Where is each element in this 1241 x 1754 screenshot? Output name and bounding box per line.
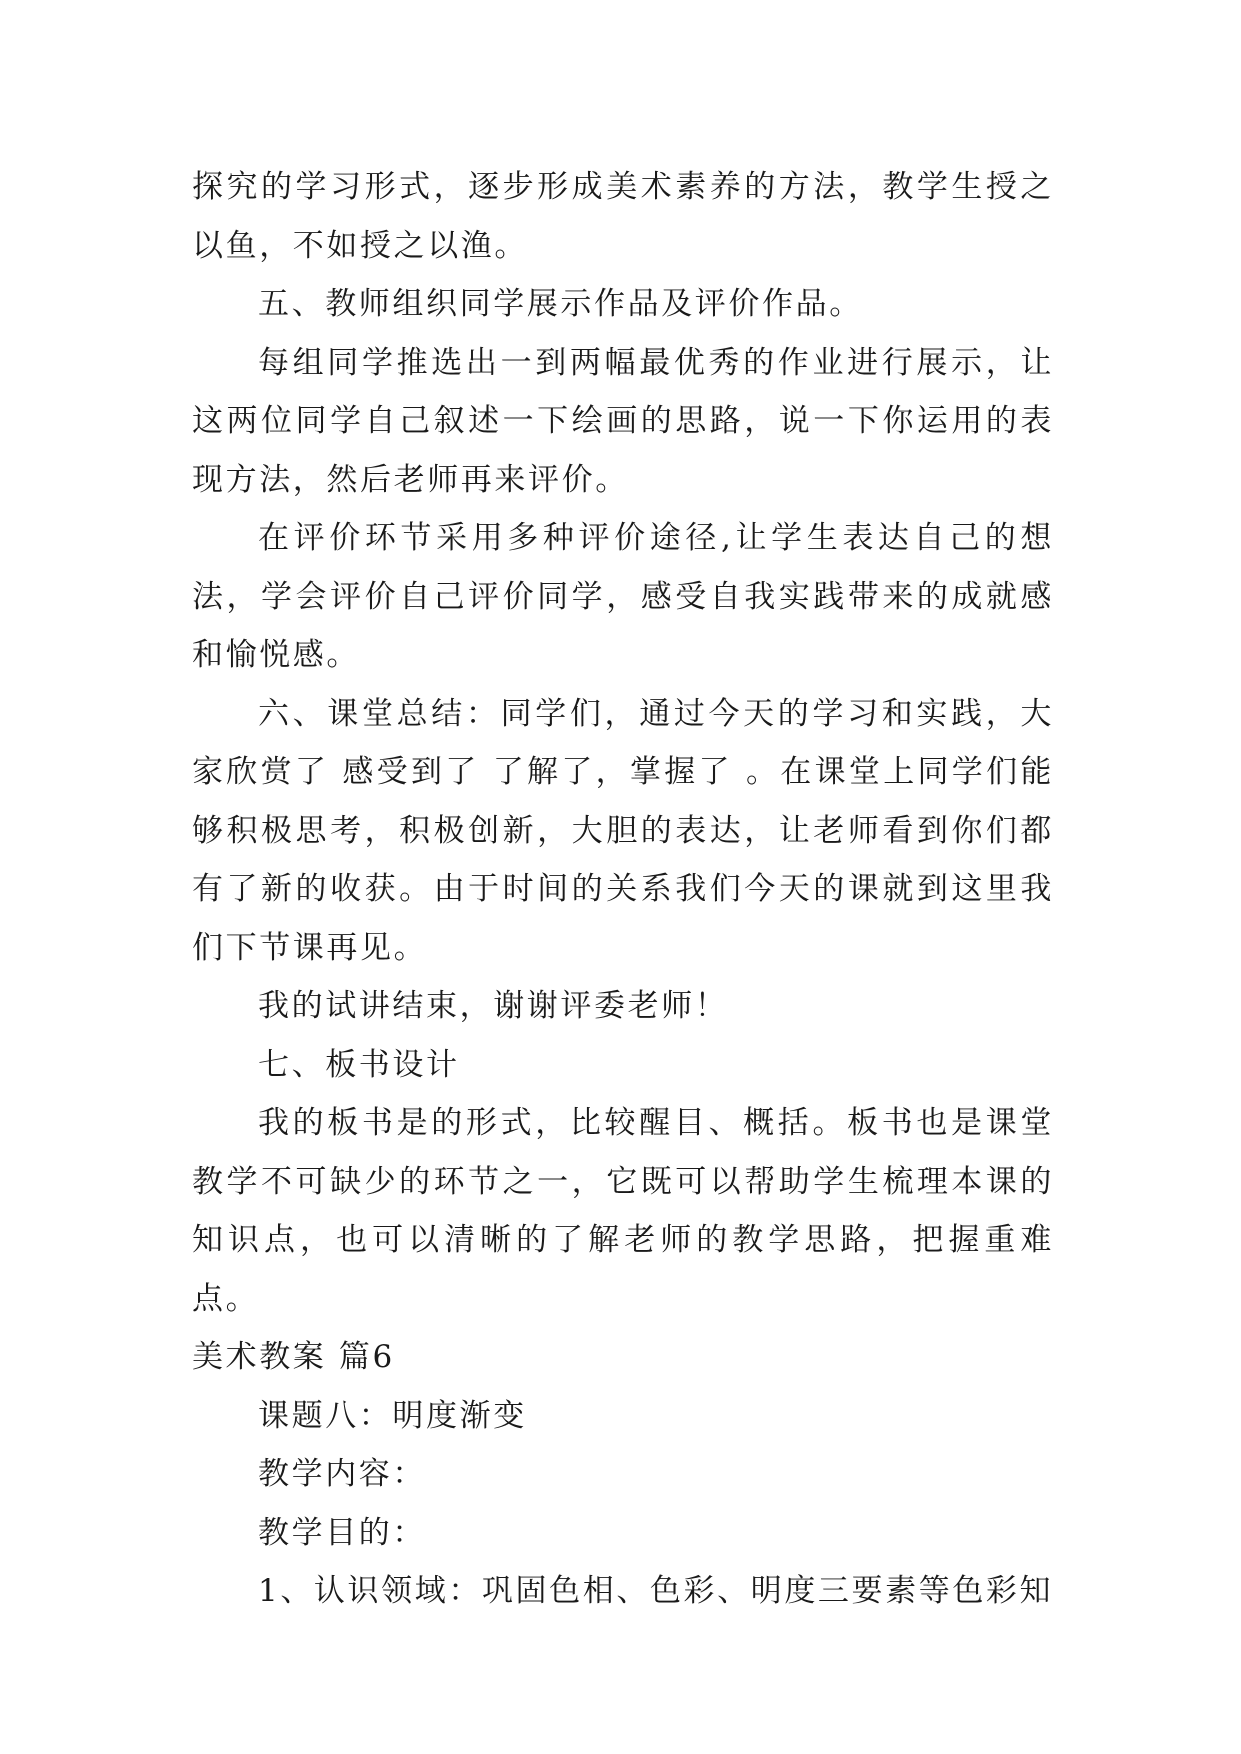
paragraph-board-design: 我的板书是的形式，比较醒目、概括。板书也是课堂教学不可缺少的环节之一，它既可以帮助学生梳理本课的知识点，也可以清晰的了解老师的教学思路，把握重难点。: [192, 1105, 1054, 1317]
paragraph-lesson-title: 课题八：明度渐变: [258, 1397, 527, 1434]
paragraph-teaching-goals: 教学目的：: [258, 1514, 426, 1551]
paragraph-learning-method: 探究的学习形式，逐步形成美术素养的方法，教学生授之以鱼，不如授之以渔。: [192, 169, 1054, 264]
paragraph-closing-thanks: 我的试讲结束，谢谢评委老师！: [258, 988, 729, 1024]
paragraph-step-seven: 七、板书设计: [258, 1046, 460, 1083]
paragraph-step-five: 五、教师组织同学展示作品及评价作品。: [258, 286, 863, 322]
section-heading: 美术教案 篇6: [192, 1339, 395, 1375]
paragraph-class-summary: 六、课堂总结：同学们，通过今天的学习和实践，大家欣赏了 感受到了 了解了，掌握了 。在课堂上同学们能够积极思考，积极创新，大胆的表达，让老师看到你们都有了新的收获。由于时间的关系我们今天的课就到这里我们下节课再见。: [192, 695, 1054, 966]
paragraph-goal-one: 1、认识领域：巩固色相、色彩、明度三要素等色彩知: [258, 1573, 1054, 1609]
paragraph-evaluation: 在评价环节采用多种评价途径,让学生表达自己的想法，学会评价自己评价同学，感受自我实践带来的成就感和愉悦感。: [192, 520, 1054, 673]
paragraph-teaching-content: 教学内容：: [258, 1456, 426, 1492]
paragraph-group-showcase: 每组同学推选出一到两幅最优秀的作业进行展示，让这两位同学自己叙述一下绘画的思路，说一下你运用的表现方法，然后老师再来评价。: [192, 344, 1054, 498]
document-body: [192, 158, 1054, 1621]
